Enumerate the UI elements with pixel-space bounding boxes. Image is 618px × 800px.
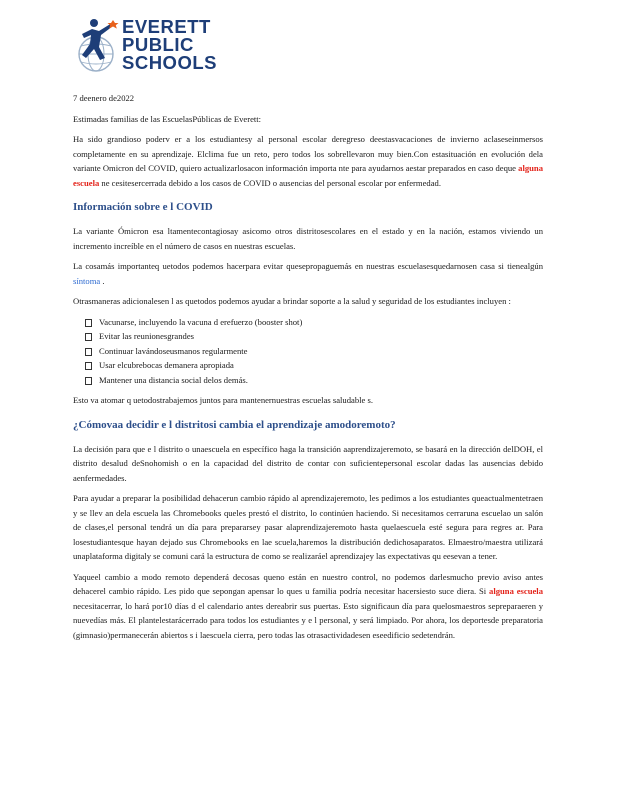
list-item: Vacunarse, incluyendo la vacuna d erefuerzo (booster shot) bbox=[85, 315, 543, 330]
covid-paragraph-3: Otrasmaneras adicionalesen l as quetodos podemos ayudar a brindar soporte a la salud y seguridad de los estudiantes incluyen : bbox=[73, 296, 511, 306]
remote-paragraph-3-text-1: Yaqueel cambio a modo remoto dependerá decosas queno están en nuestro control, no podemos darlesmucho previo aviso antes dehacerel cambio rápido. Les pido que sepongan apensar lo ques u familia podría necesitar hacersiesto suce diera. Si bbox=[73, 571, 543, 596]
covid-paragraph-4: Esto va atomar q uetodostrabajemos juntos para mantenernuestras escuelas saludable s. bbox=[73, 395, 373, 405]
section-heading-covid: Información sobre e l COVID bbox=[73, 201, 213, 213]
list-item: Continuar lavándoseusmanos regularmente bbox=[85, 344, 543, 359]
remote-paragraph-2: Para ayudar a preparar la posibilidad dehacerun cambio rápido al aprendizajeremoto, les pedimos a los estudiantes queactualmentetraen y se llev an dela escuela las Chromebooks queles prestó el distrito, lo continúen haciendo. Si necesitamos cerraruna escuelao un salón de clases,el personal tendrá un día para prepararsey pasar alaprendizajeremoto hasta quelaescuela esté segura para regres ar. Para losestudiantesque hayan dejado sus Chromebooks en lae scuela,haremos la distribución dedichosaparatos. Elmaestro/maestra utilizará unaplataforma digitaly se comuni cará la estructura de como se realizaráel aprendizajey las expectativas qu eesevan a tener. bbox=[73, 493, 543, 561]
remote-paragraph-3-text-2: necesitacerrar, lo hará por10 días d el calendario antes dereabrir sus puertas. Esto significaun día para quelosmaestros sepreparaeren y nuevedías más. El plantelestarácerrado para todos los estudiantes y e l personal, y será limpiado. Por ahora, los deportesde preparatoria (gimnasio)permanecerán abiertos s i laescuela cierra, pero todas las otrasactividadesen eseedificio sedetendrán. bbox=[73, 600, 543, 640]
remote-highlight: alguna escuela bbox=[489, 586, 543, 596]
logo-wordmark bbox=[122, 18, 217, 72]
covid-paragraph-2-end: . bbox=[100, 275, 105, 286]
list-item: Evitar las reunionesgrandes bbox=[85, 329, 543, 344]
prevention-list bbox=[73, 315, 543, 388]
logo-line-1: EVERETT bbox=[122, 16, 211, 37]
list-item: Mantener una distancia social delos demás. bbox=[85, 373, 543, 388]
covid-paragraph-2 bbox=[73, 259, 543, 288]
district-logo bbox=[72, 14, 217, 74]
remote-paragraph-1: La decisión para que e l distrito o unaescuela en específico haga la transición aaprendizajeremoto, se basará en la dirección delDOH, el distrito desalud deSnohomish o en la capacidad del distrito de contar con suficientepersonal escolar dadas las ausencias debido aenfermedades. bbox=[73, 443, 543, 483]
covid-paragraph-2-text: La cosamás importanteq uetodos podemos hacerpara evitar quesepropaguemás en nuestras escuelasesquedarnosen casa si tienealgún bbox=[73, 261, 543, 271]
logo-line-2: PUBLIC bbox=[122, 34, 194, 55]
globe-figure-icon bbox=[72, 14, 124, 74]
logo-line-3: SCHOOLS bbox=[122, 52, 217, 73]
symptom-link[interactable]: síntoma bbox=[73, 275, 101, 286]
intro-text-2: ne cesitesercerrada debido a los casos de COVID o ausencias del personal escolar por enfermedad. bbox=[99, 177, 441, 188]
letter-greeting: Estimadas familias de las EscuelasPúblicas de Everett: bbox=[73, 113, 262, 124]
covid-paragraph-1: La variante Ómicron esa ltamentecontagiosay asicomo otros distritosescolares en el estado y en la nación, estamos viviendo un incremento increíble en el número de casos en nuestras escuelas. bbox=[73, 226, 543, 251]
letter-body bbox=[73, 91, 543, 642]
remote-paragraph-3 bbox=[73, 570, 543, 643]
letter-date: 7 deenero de2022 bbox=[73, 93, 135, 103]
intro-highlight: alguna escuela bbox=[73, 163, 543, 188]
section-heading-remote: ¿Cómovaa decidir e l distritosi cambia el aprendizaje amodoremoto? bbox=[73, 418, 396, 431]
intro-text-1: Ha sido grandioso poderv er a los estudiantesy al personal escolar deregreso deestasvacaciones de invierno aclaseseinmersos completamente en su aprendizaje. Elclima fue un reto, pero todos los sobrellevaron muy bien.Con estasituación en evolución dela variante Omicron del COVID, quiero actualizarlosacon información importa nte para ayudarnos aestar preparados en caso deque bbox=[73, 134, 543, 173]
intro-paragraph bbox=[73, 132, 543, 190]
list-item: Usar elcubrebocas demanera apropiada bbox=[85, 358, 543, 373]
